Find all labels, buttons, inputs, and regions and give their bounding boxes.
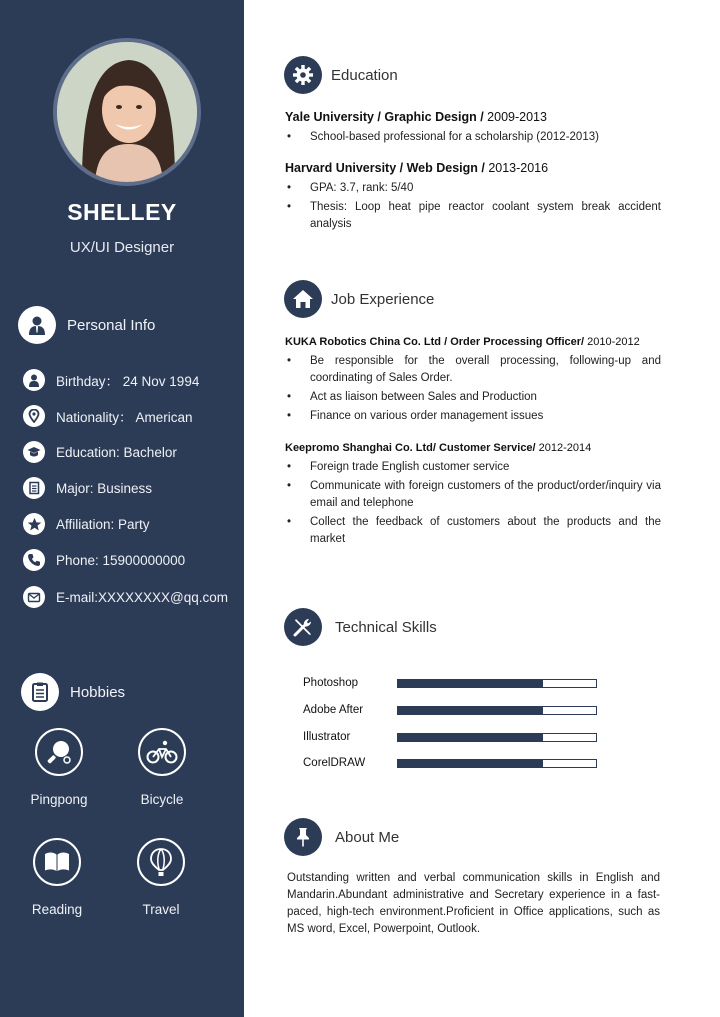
education-entry-title bbox=[285, 161, 661, 175]
info-education-text: Education: Bachelor bbox=[56, 444, 177, 460]
company-role: Keepromo Shanghai Co. Ltd/ Customer Service/ bbox=[285, 442, 539, 454]
experience-years: 2012-2014 bbox=[538, 442, 592, 454]
skill-name: Adobe After bbox=[303, 704, 364, 716]
bullet-item: • Foreign trade English customer service bbox=[285, 459, 661, 476]
bullet-item: • Communicate with foreign customers of the product/order/inquiry via email and telephone bbox=[285, 478, 661, 512]
skill-bar bbox=[397, 733, 597, 742]
hobby-bicycle-label: Bicycle bbox=[140, 792, 184, 807]
mail-icon bbox=[23, 586, 45, 608]
home-icon bbox=[284, 280, 322, 318]
graduation-cap-icon bbox=[23, 441, 45, 463]
education-title: Education bbox=[331, 66, 398, 84]
pingpong-icon bbox=[35, 728, 83, 776]
bullet-item: • Finance on various order management issues bbox=[285, 408, 661, 425]
balloon-icon bbox=[137, 838, 185, 886]
info-major-text: Major: Business bbox=[56, 480, 153, 496]
skill-bar-fill bbox=[398, 760, 543, 767]
skill-bar-fill bbox=[398, 734, 543, 741]
education-years: 2009-2013 bbox=[487, 110, 547, 124]
profile-photo bbox=[53, 38, 201, 186]
education-heading bbox=[284, 56, 398, 94]
hobby-travel-label: Travel bbox=[142, 902, 180, 917]
info-major bbox=[23, 477, 152, 499]
skill-bar bbox=[397, 679, 597, 688]
hobby-reading-label: Reading bbox=[31, 902, 83, 917]
bullet-item: • Thesis: Loop heat pipe reactor coolant system break accident analysis bbox=[285, 199, 661, 233]
hobbies-heading bbox=[21, 673, 125, 711]
info-email-text: E-mail:XXXXXXXX@qq.com bbox=[56, 589, 229, 605]
bicycle-icon bbox=[138, 728, 186, 776]
about-title: About Me bbox=[335, 828, 400, 846]
experience-entry-title bbox=[285, 442, 661, 454]
bullet-item: • Act as liaison between Sales and Production bbox=[285, 389, 661, 406]
hobby-pingpong bbox=[14, 728, 104, 807]
bullet-item: • GPA: 3.7, rank: 5/40 bbox=[285, 180, 661, 197]
experience-heading bbox=[284, 280, 434, 318]
info-education bbox=[23, 441, 177, 463]
about-text: Outstanding written and verbal communication skills in English and Mandarin.Abundant administrative and Secretary experience in a fast-paced, high-tech environment.Proficient in Office applications, such as MS word, Excel, Powerpoint, Outlook. bbox=[287, 872, 660, 935]
person-icon bbox=[23, 369, 45, 391]
info-email bbox=[23, 586, 228, 608]
skills-title: Technical Skills bbox=[335, 618, 437, 636]
profile-title: UX/UI Designer bbox=[69, 239, 175, 256]
about-heading bbox=[284, 818, 399, 856]
skill-bar-fill bbox=[398, 707, 543, 714]
bullet-item: • School-based professional for a scholarship (2012-2013) bbox=[285, 129, 661, 146]
education-entry-title bbox=[285, 110, 661, 124]
info-birthday bbox=[23, 369, 199, 391]
skill-bar-fill bbox=[398, 680, 543, 687]
person-icon bbox=[18, 306, 56, 344]
experience-entry bbox=[285, 336, 661, 427]
skill-row bbox=[303, 757, 603, 769]
document-icon bbox=[23, 477, 45, 499]
personal-info-title: Personal Info bbox=[67, 316, 156, 334]
education-entry bbox=[285, 161, 661, 235]
school-degree: Yale University / Graphic Design / bbox=[285, 110, 488, 124]
skill-row bbox=[303, 704, 603, 716]
star-icon bbox=[23, 513, 45, 535]
skill-row bbox=[303, 731, 603, 743]
tools-icon bbox=[284, 608, 322, 646]
book-icon bbox=[33, 838, 81, 886]
bullet-item: • Collect the feedback of customers about the products and the market bbox=[285, 514, 661, 548]
info-phone-text: Phone: 15900000000 bbox=[56, 552, 186, 568]
hobby-reading bbox=[12, 838, 102, 917]
skill-bar bbox=[397, 759, 597, 768]
school-degree: Harvard University / Web Design / bbox=[285, 161, 489, 175]
hobby-pingpong-label: Pingpong bbox=[30, 792, 88, 807]
info-affiliation-text: Affiliation: Party bbox=[56, 516, 150, 532]
skill-bar bbox=[397, 706, 597, 715]
skill-row bbox=[303, 677, 603, 689]
hobbies-title: Hobbies bbox=[70, 683, 126, 701]
bullet-item: • Be responsible for the overall processing, following-up and coordinating of Sales Order. bbox=[285, 353, 661, 387]
hobby-travel bbox=[116, 838, 206, 917]
experience-entry-title bbox=[285, 336, 661, 348]
skill-name: CorelDRAW bbox=[303, 757, 366, 769]
personal-info-heading bbox=[18, 306, 155, 344]
skill-name: Illustrator bbox=[303, 731, 351, 743]
info-nationality-text: Nationality： American bbox=[56, 410, 193, 425]
info-birthday-text: Birthday： 24 Nov 1994 bbox=[56, 374, 200, 389]
pushpin-icon bbox=[284, 818, 322, 856]
experience-years: 2010-2012 bbox=[587, 336, 640, 348]
location-pin-icon bbox=[23, 405, 45, 427]
info-affiliation bbox=[23, 513, 150, 535]
experience-entry bbox=[285, 442, 661, 550]
hobby-bicycle bbox=[117, 728, 207, 807]
profile-name: SHELLEY bbox=[67, 199, 177, 225]
gear-icon bbox=[284, 56, 322, 94]
education-entry bbox=[285, 110, 661, 148]
skill-name: Photoshop bbox=[303, 677, 358, 689]
info-phone bbox=[23, 549, 185, 571]
education-years: 2013-2016 bbox=[488, 161, 549, 175]
skills-heading bbox=[284, 608, 437, 646]
info-nationality bbox=[23, 405, 193, 427]
phone-icon bbox=[23, 549, 45, 571]
sidebar bbox=[0, 0, 244, 1017]
clipboard-icon bbox=[21, 673, 59, 711]
company-role: KUKA Robotics China Co. Ltd / Order Processing Officer/ bbox=[285, 336, 588, 348]
experience-title: Job Experience bbox=[331, 290, 435, 308]
